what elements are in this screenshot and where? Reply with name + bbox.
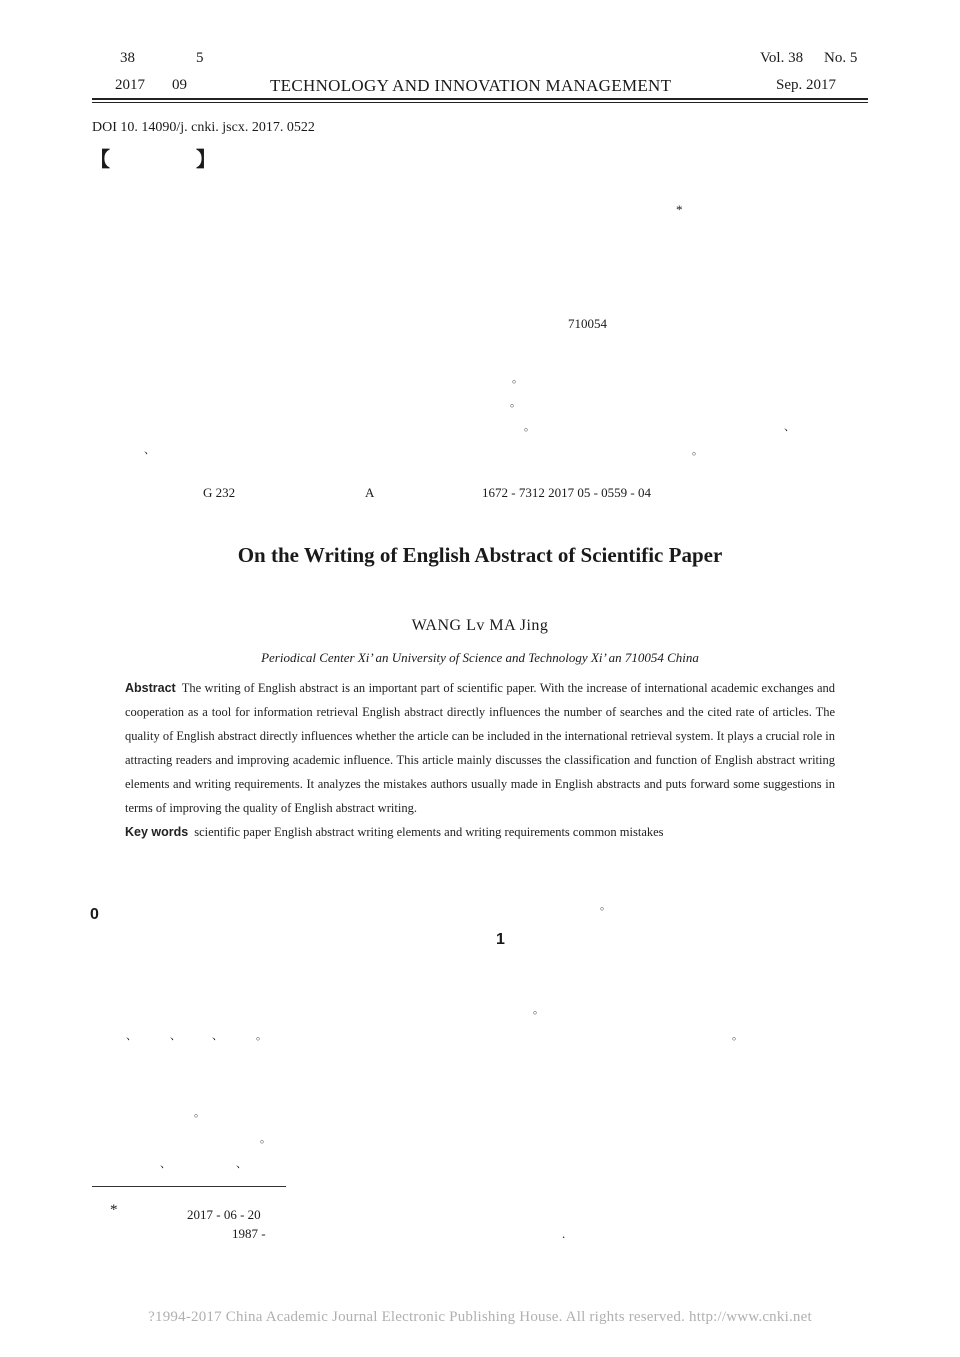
paper-title-en: On the Writing of English Abstract of Scientific Paper [237, 543, 723, 567]
header-volume-cn: 38 [120, 50, 135, 66]
section-number-1: 1 [496, 931, 505, 948]
abstract-block [125, 676, 835, 844]
period-mark: 。 [533, 1004, 544, 1016]
comma-mark: 、 [160, 1158, 171, 1170]
period-mark: 。 [256, 1030, 267, 1042]
document-code: A [365, 485, 375, 500]
period-mark: 。 [510, 397, 521, 409]
authors-en: WANG Lv MA Jing [411, 617, 549, 634]
comma-mark: 、 [170, 1030, 181, 1042]
comma-mark: 、 [784, 421, 795, 433]
period-mark: 。 [194, 1107, 205, 1119]
period-mark: 。 [600, 900, 611, 912]
comma-mark: 、 [212, 1030, 223, 1042]
period-mark: 。 [524, 421, 535, 433]
header-date-en: Sep. 2017 [776, 77, 836, 93]
footnote-star: * [110, 1202, 118, 1218]
footnote-rule [92, 1186, 286, 1187]
keywords-text: scientific paper English abstract writing elements and writing requirements common mistakes [194, 825, 664, 839]
abstract-label: Abstract [125, 681, 176, 695]
affiliation-en: Periodical Center Xi’ an University of Science and Technology Xi’ an 710054 China [261, 650, 699, 665]
column-bracket-close: 】 [196, 149, 216, 171]
period-mark: 。 [732, 1030, 743, 1042]
comma-mark: 、 [126, 1030, 137, 1042]
clc-number: G 232 [203, 485, 236, 500]
header-issue-en: No. 5 [824, 50, 858, 66]
header-rule-thick [92, 98, 868, 100]
footnote-dot: . [562, 1226, 566, 1241]
author-star-mark: * [676, 202, 683, 217]
header-month-cn: 09 [172, 77, 187, 93]
abstract-text: The writing of English abstract is an important part of scientific paper. With the increase of international academic exchanges and cooperation as a tool for information retrieval English abstract directly influences the number of searches and the cited rate of articles. The quality of English abstract directly influences whether the article can be included in the international retrieval system. It plays a crucial role in attracting readers and improving academic influence. This article mainly discusses the classification and function of English abstract writing elements and writing requirements. It analyzes the mistakes authors usually made in English abstracts and puts forward some suggestions in terms of improving the quality of English abstract writing. [125, 681, 835, 815]
column-bracket-open: 【 [90, 149, 110, 171]
keywords-label: Key words [125, 825, 189, 839]
comma-mark: 、 [236, 1158, 247, 1170]
keywords-paragraph [125, 820, 835, 844]
header-volume-en: Vol. 38 [760, 50, 804, 66]
copyright-notice: ?1994-2017 China Academic Journal Electronic Publishing House. All rights reserved. http://www.cnki.net [148, 1309, 812, 1325]
period-mark: 。 [260, 1133, 271, 1145]
footnote-birth-year: 1987 - [232, 1226, 266, 1241]
article-number: 1672 - 7312 2017 05 - 0559 - 04 [482, 485, 651, 500]
comma-mark: 、 [144, 444, 155, 456]
footnote-received-date: 2017 - 06 - 20 [187, 1207, 261, 1222]
postcode: 710054 [568, 316, 607, 331]
abstract-paragraph [125, 676, 835, 820]
doi: DOI 10. 14090/j. cnki. jscx. 2017. 0522 [92, 120, 315, 135]
journal-title: TECHNOLOGY AND INNOVATION MANAGEMENT [270, 76, 672, 95]
header-year-cn: 2017 [115, 77, 145, 93]
period-mark: 。 [692, 445, 703, 457]
header-issue-cn: 5 [196, 50, 204, 66]
header-rule-thin [92, 102, 868, 103]
period-mark: 。 [512, 373, 523, 385]
section-number-0: 0 [90, 906, 99, 923]
